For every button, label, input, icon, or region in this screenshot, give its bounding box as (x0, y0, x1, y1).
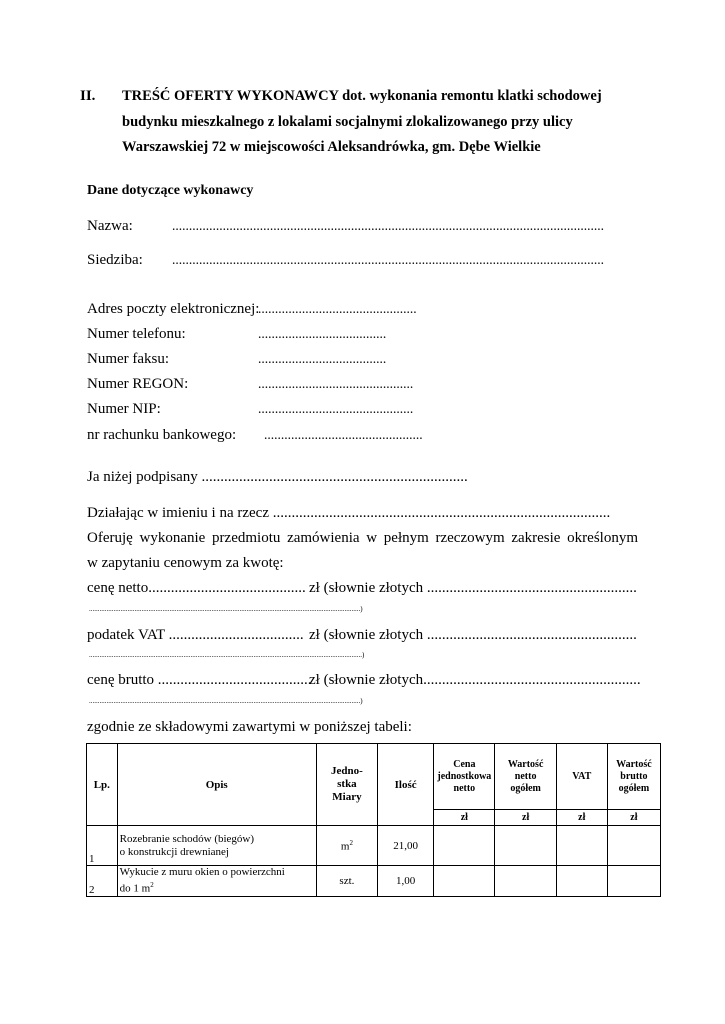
header-cena-2: jednostkowa (437, 770, 492, 782)
oferuje-line-1: Oferuję wykonanie przedmiotu zamówienia w pełnym rzeczowym zakresie określonym (87, 530, 638, 546)
row-opis (117, 866, 316, 897)
header-jednostka-2: stka (337, 778, 357, 790)
header-brutto-3: ogółem (618, 782, 650, 794)
regon-label: Numer REGON: (87, 376, 189, 392)
offer-table (86, 743, 661, 897)
header-jednostka-1: Jedno- (331, 765, 363, 777)
nazwa-field[interactable]: ................................................................................................................................ (172, 218, 604, 233)
header-wartosc-netto (495, 744, 556, 810)
header-lp: Lp. (87, 744, 118, 826)
row-brutto-input[interactable] (607, 866, 660, 897)
row-unit: szt. (316, 866, 377, 897)
row-vat-input[interactable] (556, 826, 607, 866)
row-qty: 1,00 (378, 866, 434, 897)
header-cena-3: netto (453, 782, 476, 794)
vat-words: zł (słownie złotych ........................................................ (309, 627, 637, 643)
currency-cell: zł (495, 810, 556, 826)
siedziba-label: Siedziba: (87, 252, 143, 268)
header-ilosc: Ilość (378, 744, 434, 826)
row-opis-line-1: Rozebranie schodów (biegów) (119, 832, 255, 845)
email-field[interactable]: ............................................... (258, 301, 417, 316)
header-wartosc-brutto (607, 744, 660, 810)
header-brutto-2: brutto (620, 770, 648, 782)
header-opis: Opis (117, 744, 316, 826)
nazwa-label: Nazwa: (87, 218, 133, 234)
header-brutto-1: Wartość (616, 758, 652, 770)
brutto-words: zł (słownie złotych.......................................................... (309, 672, 641, 688)
row-brutto-input[interactable] (607, 826, 660, 866)
table-row (87, 826, 661, 866)
row-opis-line-2: o konstrukcji drewnianej (119, 845, 229, 858)
row-unit (316, 826, 377, 866)
siedziba-field[interactable]: ................................................................................................................................ (172, 252, 604, 267)
brutto-price: cenę brutto ......................................... (87, 672, 312, 688)
row-netto-input[interactable] (495, 866, 556, 897)
vat-words-cont: ............................................................................................................................................................) (89, 651, 365, 659)
vat-price: podatek VAT .................................... (87, 627, 304, 643)
header-cena (434, 744, 495, 810)
row-unit-sup: 2 (349, 838, 353, 847)
row-opis-line-1: Wykucie z muru okien o powierzchni (119, 866, 285, 878)
section-title: Dane dotyczące wykonawcy (87, 183, 254, 198)
currency-cell: zł (607, 810, 660, 826)
nip-label: Numer NIP: (87, 401, 161, 417)
header-netto-1: Wartość (507, 758, 544, 770)
telefon-field[interactable]: ...................................... (258, 326, 387, 341)
heading-line-1: TREŚĆ OFERTY WYKONAWCY dot. wykonania remontu klatki schodowej (122, 88, 602, 104)
row-opis-sup: 2 (150, 881, 154, 889)
table-intro: zgodnie ze składowymi zawartymi w poniższej tabeli: (87, 719, 412, 735)
dzialajac-line: Działając w imieniu i na rzecz .......................................................................................... (87, 505, 611, 521)
row-opis-line-2: do 1 m (119, 882, 151, 895)
table-row (87, 866, 661, 897)
row-lp: 2 (87, 866, 118, 897)
heading-line-3: Warszawskiej 72 w miejscowości Aleksandrówka, gm. Dębe Wielkie (122, 139, 541, 155)
regon-field[interactable]: .............................................. (258, 376, 414, 391)
telefon-label: Numer telefonu: (87, 326, 186, 342)
faks-field[interactable]: ...................................... (258, 351, 387, 366)
oferuje-line-2: w zapytaniu cenowym za kwotę: (87, 555, 284, 571)
header-jednostka (316, 744, 377, 826)
header-netto-3: ogółem (510, 782, 541, 794)
section-numeral: II. (80, 88, 96, 104)
currency-cell: zł (556, 810, 607, 826)
row-qty: 21,00 (378, 826, 434, 866)
table-header-row (87, 744, 661, 810)
row-unit-text: m (340, 840, 350, 853)
faks-label: Numer faksu: (87, 351, 170, 367)
netto-words: zł (słownie złotych ........................................................ (309, 580, 637, 596)
konto-label: nr rachunku bankowego: (87, 427, 237, 443)
row-cena-input[interactable] (434, 866, 495, 897)
email-label: Adres poczty elektronicznej: (87, 301, 260, 317)
row-netto-input[interactable] (495, 826, 556, 866)
netto-price: cenę netto.......................................... (87, 580, 306, 596)
row-opis (117, 826, 316, 866)
header-vat: VAT (556, 744, 607, 810)
podpisany-line: Ja niżej podpisany ....................................................................... (87, 469, 468, 485)
currency-cell: zł (434, 810, 495, 826)
header-cena-1: Cena (453, 758, 476, 770)
header-jednostka-3: Miary (332, 791, 362, 803)
heading-line-2: budynku mieszkalnego z lokalami socjalnymi zlokalizowanego przy ulicy (122, 114, 573, 130)
netto-words-cont: ...........................................................................................................................................................) (89, 605, 363, 613)
row-vat-input[interactable] (556, 866, 607, 897)
brutto-words-cont: ...........................................................................................................................................................) (89, 697, 363, 705)
konto-field[interactable]: ............................................... (264, 427, 423, 442)
row-lp: 1 (87, 826, 118, 866)
row-cena-input[interactable] (434, 826, 495, 866)
header-netto-2: netto (514, 770, 537, 782)
nip-field[interactable]: .............................................. (258, 401, 414, 416)
